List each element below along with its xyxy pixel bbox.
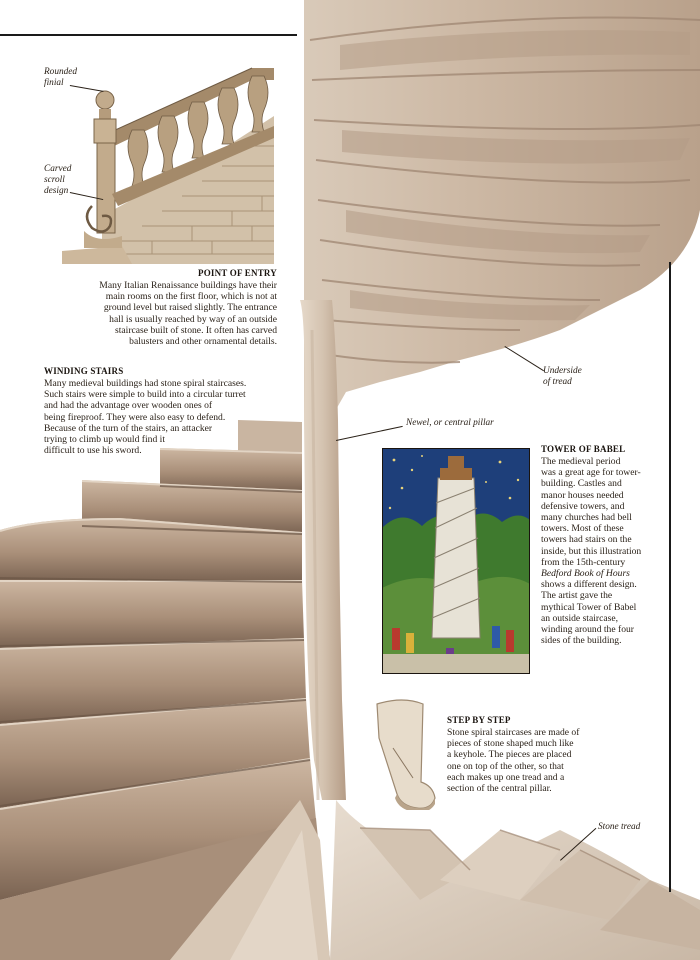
text-line: towers had stairs on the [541, 534, 632, 546]
text-line: hall is usually reached by way of an outside [109, 313, 277, 325]
text-line: staircase built of stone. It often has carved [115, 324, 277, 336]
text-line: was a great age for tower- [541, 467, 641, 479]
text-line: an outside staircase, [541, 612, 618, 624]
text-line: being fireproof. They were also easy to defend. [44, 411, 226, 423]
label-newel: Newel, or central pillar [406, 418, 494, 428]
text-line: The artist gave the [541, 590, 613, 602]
text-line: inside, but this illustration [541, 545, 642, 557]
text-line: a keyhole. The pieces are placed [447, 749, 572, 761]
text-line: mythical Tower of Babel [541, 601, 637, 613]
label-carved-scroll [44, 164, 71, 197]
text-line: from the 15th-century [541, 556, 626, 568]
label-line: scroll [44, 175, 65, 185]
label-line: of tread [543, 377, 572, 387]
label-underside-tread [543, 366, 582, 388]
text-line: difficult to use his sword. [44, 445, 142, 457]
winding-stairs-text [44, 378, 264, 456]
text-line: ground level but raised slightly. The entrance [103, 302, 277, 314]
point-of-entry-heading: POINT OF ENTRY [198, 268, 277, 278]
text-line: many churches had bell [541, 512, 632, 524]
step-by-step-heading: STEP BY STEP [447, 715, 511, 725]
text-line: each makes up one tread and a [447, 771, 565, 783]
right-rule [669, 262, 671, 892]
text-line: building. Castles and [541, 478, 622, 490]
label-line: finial [44, 78, 64, 88]
text-line: and had the advantage over wooden ones of [44, 400, 213, 412]
text-line: trying to climb up would find it [44, 434, 165, 446]
text-line: winding around the four [541, 624, 634, 636]
winding-stairs-block [44, 366, 264, 456]
text-line: defensive towers, and [541, 500, 625, 512]
text-line: Many medieval buildings had stone spiral staircases. [44, 378, 247, 389]
keyhole-stone-piece [373, 698, 443, 810]
step-by-step-block [447, 715, 647, 794]
text-line: The medieval period [541, 456, 621, 467]
text-line: Stone spiral staircases are made of [447, 727, 580, 738]
text-line: pieces of stone shaped much like [447, 738, 574, 750]
text-line: towers. Most of these [541, 523, 624, 535]
text-line: shows a different design. [541, 579, 637, 591]
text-line: Many Italian Renaissance buildings have their [99, 280, 277, 291]
winding-stairs-heading: WINDING STAIRS [44, 366, 124, 376]
tower-of-babel-text [541, 456, 667, 646]
top-rule [0, 34, 297, 36]
text-line: Because of the turn of the stairs, an attacker [44, 422, 213, 434]
text-line: balusters and other ornamental details. [129, 336, 277, 348]
point-of-entry-block [80, 268, 277, 347]
label-stone-tread: Stone tread [598, 822, 641, 832]
text-line: Such stairs were simple to build into a circular turret [44, 389, 246, 401]
step-by-step-text [447, 727, 647, 794]
text-line: section of the central pillar. [447, 783, 552, 795]
text-line: sides of the building. [541, 635, 622, 647]
text-line-italic: Bedford Book of Hours [541, 568, 630, 580]
point-of-entry-text [80, 280, 277, 347]
label-line: design [44, 186, 69, 196]
tower-of-babel-painting [382, 448, 530, 674]
text-line: main rooms on the first floor, which is not at [105, 291, 277, 303]
label-line: Rounded [44, 67, 78, 77]
balustrade-illustration [62, 66, 278, 264]
tower-of-babel-block [541, 444, 667, 646]
text-line: one on top of the other, so that [447, 760, 564, 772]
tower-of-babel-heading: TOWER OF BABEL [541, 444, 626, 454]
label-line: Underside [543, 366, 582, 376]
label-line: Carved [44, 164, 72, 174]
text-line: manor houses needed [541, 489, 624, 501]
